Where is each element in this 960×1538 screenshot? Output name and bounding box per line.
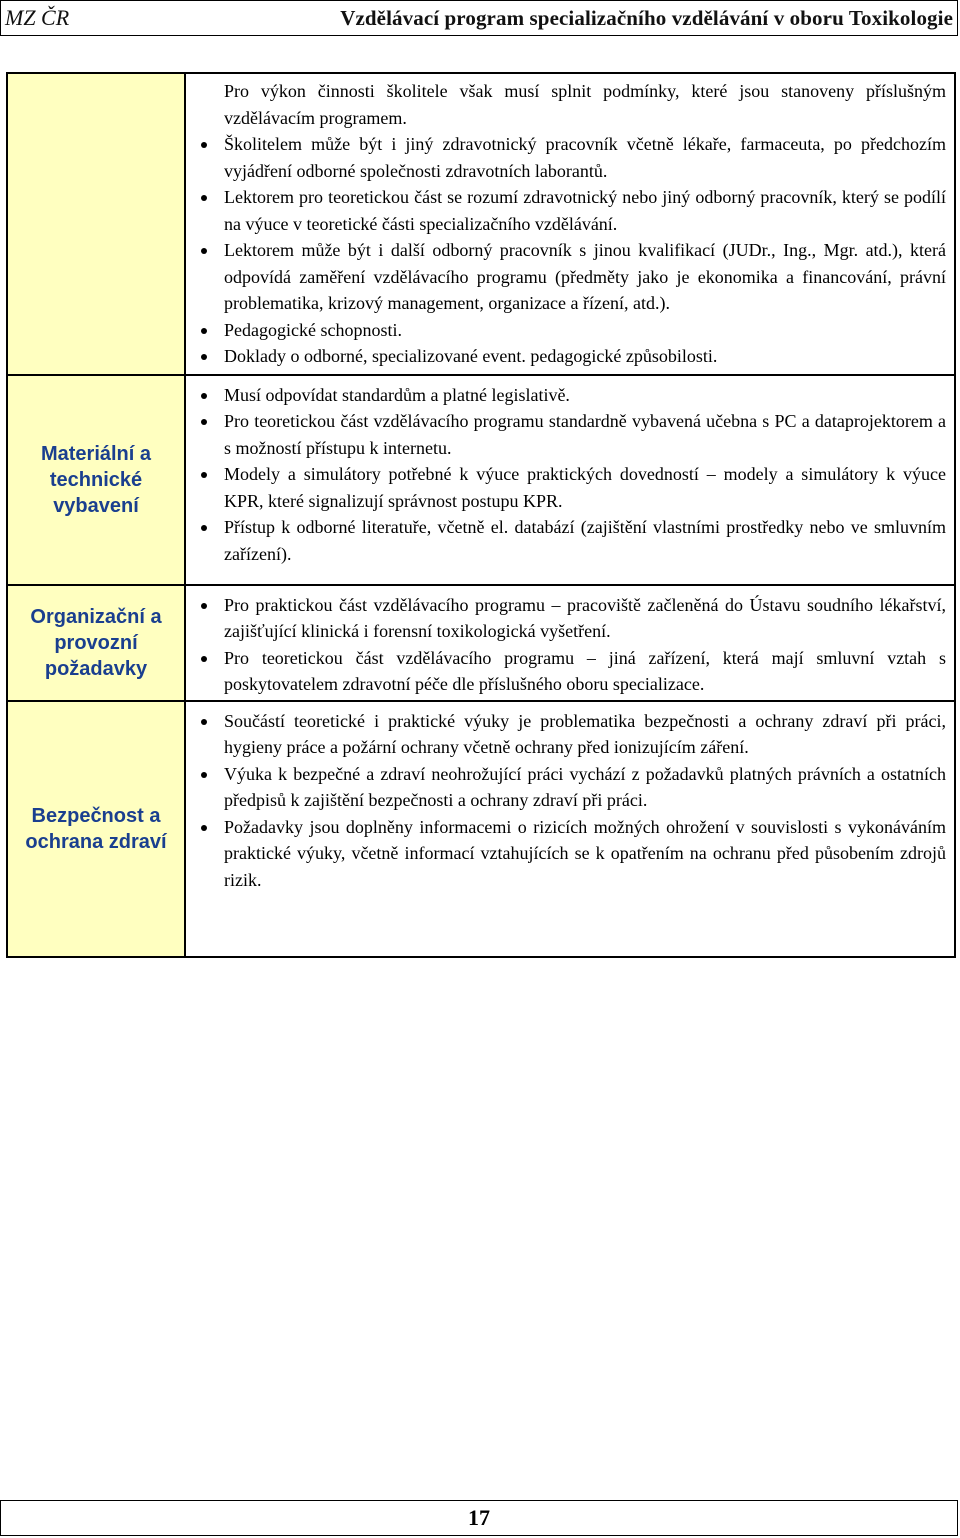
list-item: Lektorem může být i další odborný pracovník s jinou kvalifikací (JUDr., Ing., Mgr. atd.), která odpovídá zaměření vzdělávacího programu (předměty jako je ekonomika a financování, právní problematika, krizový management, organizace a řízení, atd.). [198,237,946,317]
row-label: Bezpečnost a ochrana zdraví [7,701,185,957]
row-label: Organizační a provozní požadavky [7,585,185,701]
list-item: Školitelem může být i jiný zdravotnický pracovník včetně lékaře, farmaceuta, po předchozím vyjádření odborné společnosti zdravotních laborantů. [198,131,946,184]
header-document-title: Vzdělávací program specializačního vzdělávání v oboru Toxikologie [340,5,953,30]
table-row-safety [7,701,955,957]
table-row-organization [7,585,955,701]
row-label [7,73,185,375]
bullet-list [198,376,946,568]
list-item: Požadavky jsou doplněny informacemi o rizicích možných ohrožení v souvislosti s vykonáváním praktické výuky, včetně informací vztahujících se k opatřením na ochranu před působením zdrojů rizik. [198,814,946,894]
list-item: Pedagogické schopnosti. [198,317,946,344]
page-header [0,0,958,36]
bullet-list [198,702,946,894]
row-content [185,701,955,957]
list-item: Pro teoretickou část vzdělávacího programu standardně vybavená učebna s PC a dataprojektorem a s možností přístupu k internetu. [198,408,946,461]
list-item: Lektorem pro teoretickou část se rozumí zdravotnický nebo jiný odborný pracovník, který se podílí na výuce v teoretické části specializačního vzdělávání. [198,184,946,237]
list-item: Pro praktickou část vzdělávacího programu – pracoviště začleněná do Ústavu soudního lékařství, zajišťující klinická i forensní toxikologická vyšetření. [198,592,946,645]
header-ministry: MZ ČR [5,5,70,30]
table-row-material [7,375,955,585]
list-item: Výuka k bezpečné a zdraví neohrožující práci vychází z požadavků platných právních a ostatních předpisů k zajištění bezpečnosti a ochrany zdraví při práci. [198,761,946,814]
requirements-table [6,72,956,958]
row-content [185,585,955,701]
bullet-list [198,586,946,698]
row-content [185,73,955,375]
bullet-list [198,74,946,374]
list-item: Součástí teoretické i praktické výuky je problematika bezpečnosti a ochrany zdraví při práci, hygieny práce a požární ochrany včetně ochrany před ionizujícím záření. [198,708,946,761]
list-item: Musí odpovídat standardům a platné legislativě. [198,382,946,409]
list-item: Přístup k odborné literatuře, včetně el. databází (zajištění vlastními prostředky nebo ve smluvním zařízení). [198,514,946,567]
list-item: Doklady o odborné, specializované event. pedagogické způsobilosti. [198,343,946,370]
page-number: 17 [468,1505,490,1530]
row-content [185,375,955,585]
row-label: Materiální a technické vybavení [7,375,185,585]
table-row-lecturers [7,73,955,375]
page-footer [0,1500,958,1536]
list-item: Pro výkon činnosti školitele však musí splnit podmínky, které jsou stanoveny příslušným vzdělávacím programem. [224,81,946,128]
list-item: Modely a simulátory potřebné k výuce praktických dovedností – modely a simulátory k výuce KPR, které signalizují správnost postupu KPR. [198,461,946,514]
list-item: Pro teoretickou část vzdělávacího programu – jiná zařízení, která mají smluvní vztah s poskytovatelem zdravotní péče dle příslušného oboru specializace. [198,645,946,698]
